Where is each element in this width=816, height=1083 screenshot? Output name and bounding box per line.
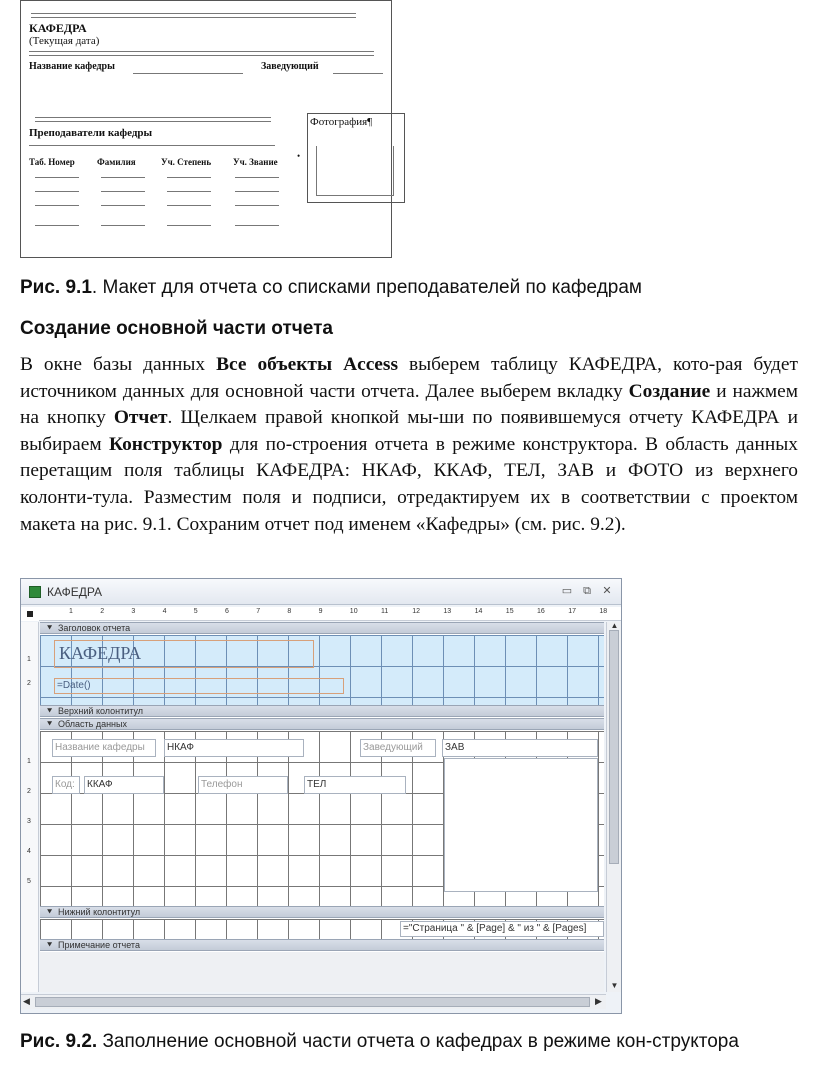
ruler-mark: 1 (27, 656, 31, 663)
photo-field[interactable] (444, 758, 598, 892)
rule-line (31, 17, 356, 18)
ruler-mark: 16 (537, 608, 545, 615)
ruler-mark: 7 (256, 608, 261, 615)
sketch-head-label: Заведующий (261, 61, 319, 72)
sketch-dept-label: Название кафедры (29, 61, 115, 72)
sketch-title: КАФЕДРА (29, 21, 87, 35)
ruler-mark: 4 (27, 848, 31, 855)
sketch-photo-frame (307, 113, 405, 203)
section-arrow-icon: ⯆ (46, 719, 54, 729)
ruler-mark: 14 (474, 608, 483, 615)
code-label[interactable]: Код: (52, 776, 80, 794)
sketch-photo-label: Фотография¶ (310, 116, 373, 128)
figure-report-layout-sketch: КАФЕДРА (Текущая дата) Название кафедры Заведующий Преподаватели кафедры Таб. Номер Фамилия Уч. Степень Уч. Звание Фотография¶ • (20, 0, 392, 258)
scroll-right-icon[interactable]: ▶ (595, 996, 602, 1006)
design-surface (40, 622, 604, 992)
ruler-mark: 2 (27, 788, 31, 795)
body-paragraph: В окне базы данных Все объекты Access выберем таблицу КАФЕДРА, кото-рая будет источником данных для основной части отчета. Далее выберем вкладку Создание и нажмем на кнопку Отчет. Щелкаем правой кнопкой мы-ши по появившемуся отчету КАФЕДРА и выбираем Конструктор для по-строения отчета в режиме конструктора. В область данных перетащим поля таблицы КАФЕДРА: НКАФ, ККАФ, ТЕЛ, ЗАВ и ФОТО из верхнего колонти-тула. Разместим поля и подписи, отредактируем их в соответствии с проектом макета на рис. 9.1. Сохраним отчет под именем «Кафедры» (см. рис. 9.2). (20, 354, 799, 535)
sketch-col: Уч. Степень (161, 157, 212, 167)
section-bar-report-footer[interactable]: ⯆ Примечание отчета (40, 939, 604, 951)
ruler-mark: 17 (568, 608, 576, 615)
dept-name-label[interactable]: Название кафедры (52, 739, 156, 757)
ruler-mark: 1 (27, 758, 31, 765)
ruler-mark: 12 (412, 608, 420, 615)
ruler-mark: 3 (131, 608, 136, 615)
ruler-mark: 9 (318, 608, 323, 615)
report-design-window (20, 578, 622, 1014)
ruler-mark: 11 (381, 608, 389, 615)
section-arrow-icon: ⯆ (46, 623, 54, 633)
ruler-mark: 5 (193, 608, 198, 615)
section-arrow-icon: ⯆ (46, 940, 54, 950)
section-arrow-icon: ⯆ (46, 907, 54, 917)
ruler-mark: 4 (162, 608, 167, 615)
ruler-mark: 13 (443, 608, 452, 615)
rule-line (333, 73, 383, 74)
figure-caption-2: Рис. 9.2. Заполнение основной части отчета о кафедрах в режиме кон-структора (20, 1031, 739, 1052)
sketch-col: Уч. Звание (233, 157, 278, 167)
head-textbox[interactable]: ЗАВ (442, 739, 598, 757)
figure-caption-1: Рис. 9.1. Макет для отчета со списками преподавателей по кафедрам (20, 277, 642, 298)
rule-line (35, 117, 271, 118)
vertical-scroll-thumb[interactable] (609, 630, 619, 864)
section-heading: Создание основной части отчета (20, 318, 333, 339)
select-report-button[interactable] (21, 607, 39, 621)
rule-line (29, 145, 275, 146)
report-title-label[interactable]: КАФЕДРА (54, 640, 314, 668)
restore-button[interactable]: ⧉ (583, 585, 591, 597)
code-textbox[interactable]: ККАФ (84, 776, 164, 794)
ruler-mark: 8 (287, 608, 292, 615)
ruler-mark: 1 (69, 608, 73, 615)
horizontal-ruler (21, 607, 621, 621)
page-number-textbox[interactable]: ="Страница " & [Page] & " из " & [Pages] (400, 921, 604, 937)
section-bar-report-header[interactable]: ⯆ Заголовок отчета (40, 622, 604, 634)
ruler-mark: 6 (225, 608, 229, 615)
ruler-mark: 2 (27, 680, 31, 687)
section-arrow-icon: ⯆ (46, 706, 54, 716)
ruler-mark: 18 (599, 608, 608, 615)
section-bar-detail[interactable]: ⯆ Область данных (40, 718, 604, 730)
report-icon (29, 586, 41, 598)
horizontal-scroll-thumb[interactable] (35, 997, 590, 1007)
rule-line (133, 73, 243, 74)
rule-line (29, 55, 374, 56)
ruler-mark: 15 (505, 608, 514, 615)
close-button[interactable]: ✕ (602, 585, 612, 597)
rule-line (35, 121, 271, 122)
vertical-scrollbar[interactable] (606, 622, 621, 992)
horizontal-scrollbar[interactable] (21, 994, 606, 1009)
section-bar-page-header[interactable]: ⯆ Верхний колонтитул (40, 705, 604, 717)
phone-textbox[interactable]: ТЕЛ (304, 776, 406, 794)
vertical-ruler (21, 622, 39, 992)
date-textbox[interactable]: =Date() (54, 678, 344, 694)
section-bar-page-footer[interactable]: ⯆ Нижний колонтитул (40, 906, 604, 918)
minimize-button[interactable]: ▭ (561, 585, 573, 597)
scroll-down-icon[interactable]: ▼ (610, 981, 619, 990)
report-footer-area[interactable] (40, 952, 604, 992)
ruler-mark: 2 (100, 608, 105, 615)
sketch-subtitle: (Текущая дата) (29, 35, 100, 47)
sketch-col: Фамилия (97, 157, 136, 167)
ruler-mark: 5 (27, 878, 31, 885)
head-label[interactable]: Заведующий (360, 739, 436, 757)
scroll-up-icon[interactable]: ▲ (610, 621, 619, 630)
phone-label[interactable]: Телефон (198, 776, 288, 794)
sketch-teachers-heading: Преподаватели кафедры (29, 127, 153, 139)
ruler-mark: 3 (27, 818, 31, 825)
dept-name-textbox[interactable]: НКАФ (164, 739, 304, 757)
scroll-left-icon[interactable]: ◀ (23, 996, 30, 1006)
ruler-mark: 10 (349, 608, 358, 615)
window-titlebar (21, 579, 621, 605)
window-title: КАФЕДРА (47, 585, 103, 599)
sketch-col: Таб. Номер (29, 157, 75, 167)
rule-line (29, 51, 374, 52)
rule-line (31, 13, 356, 14)
